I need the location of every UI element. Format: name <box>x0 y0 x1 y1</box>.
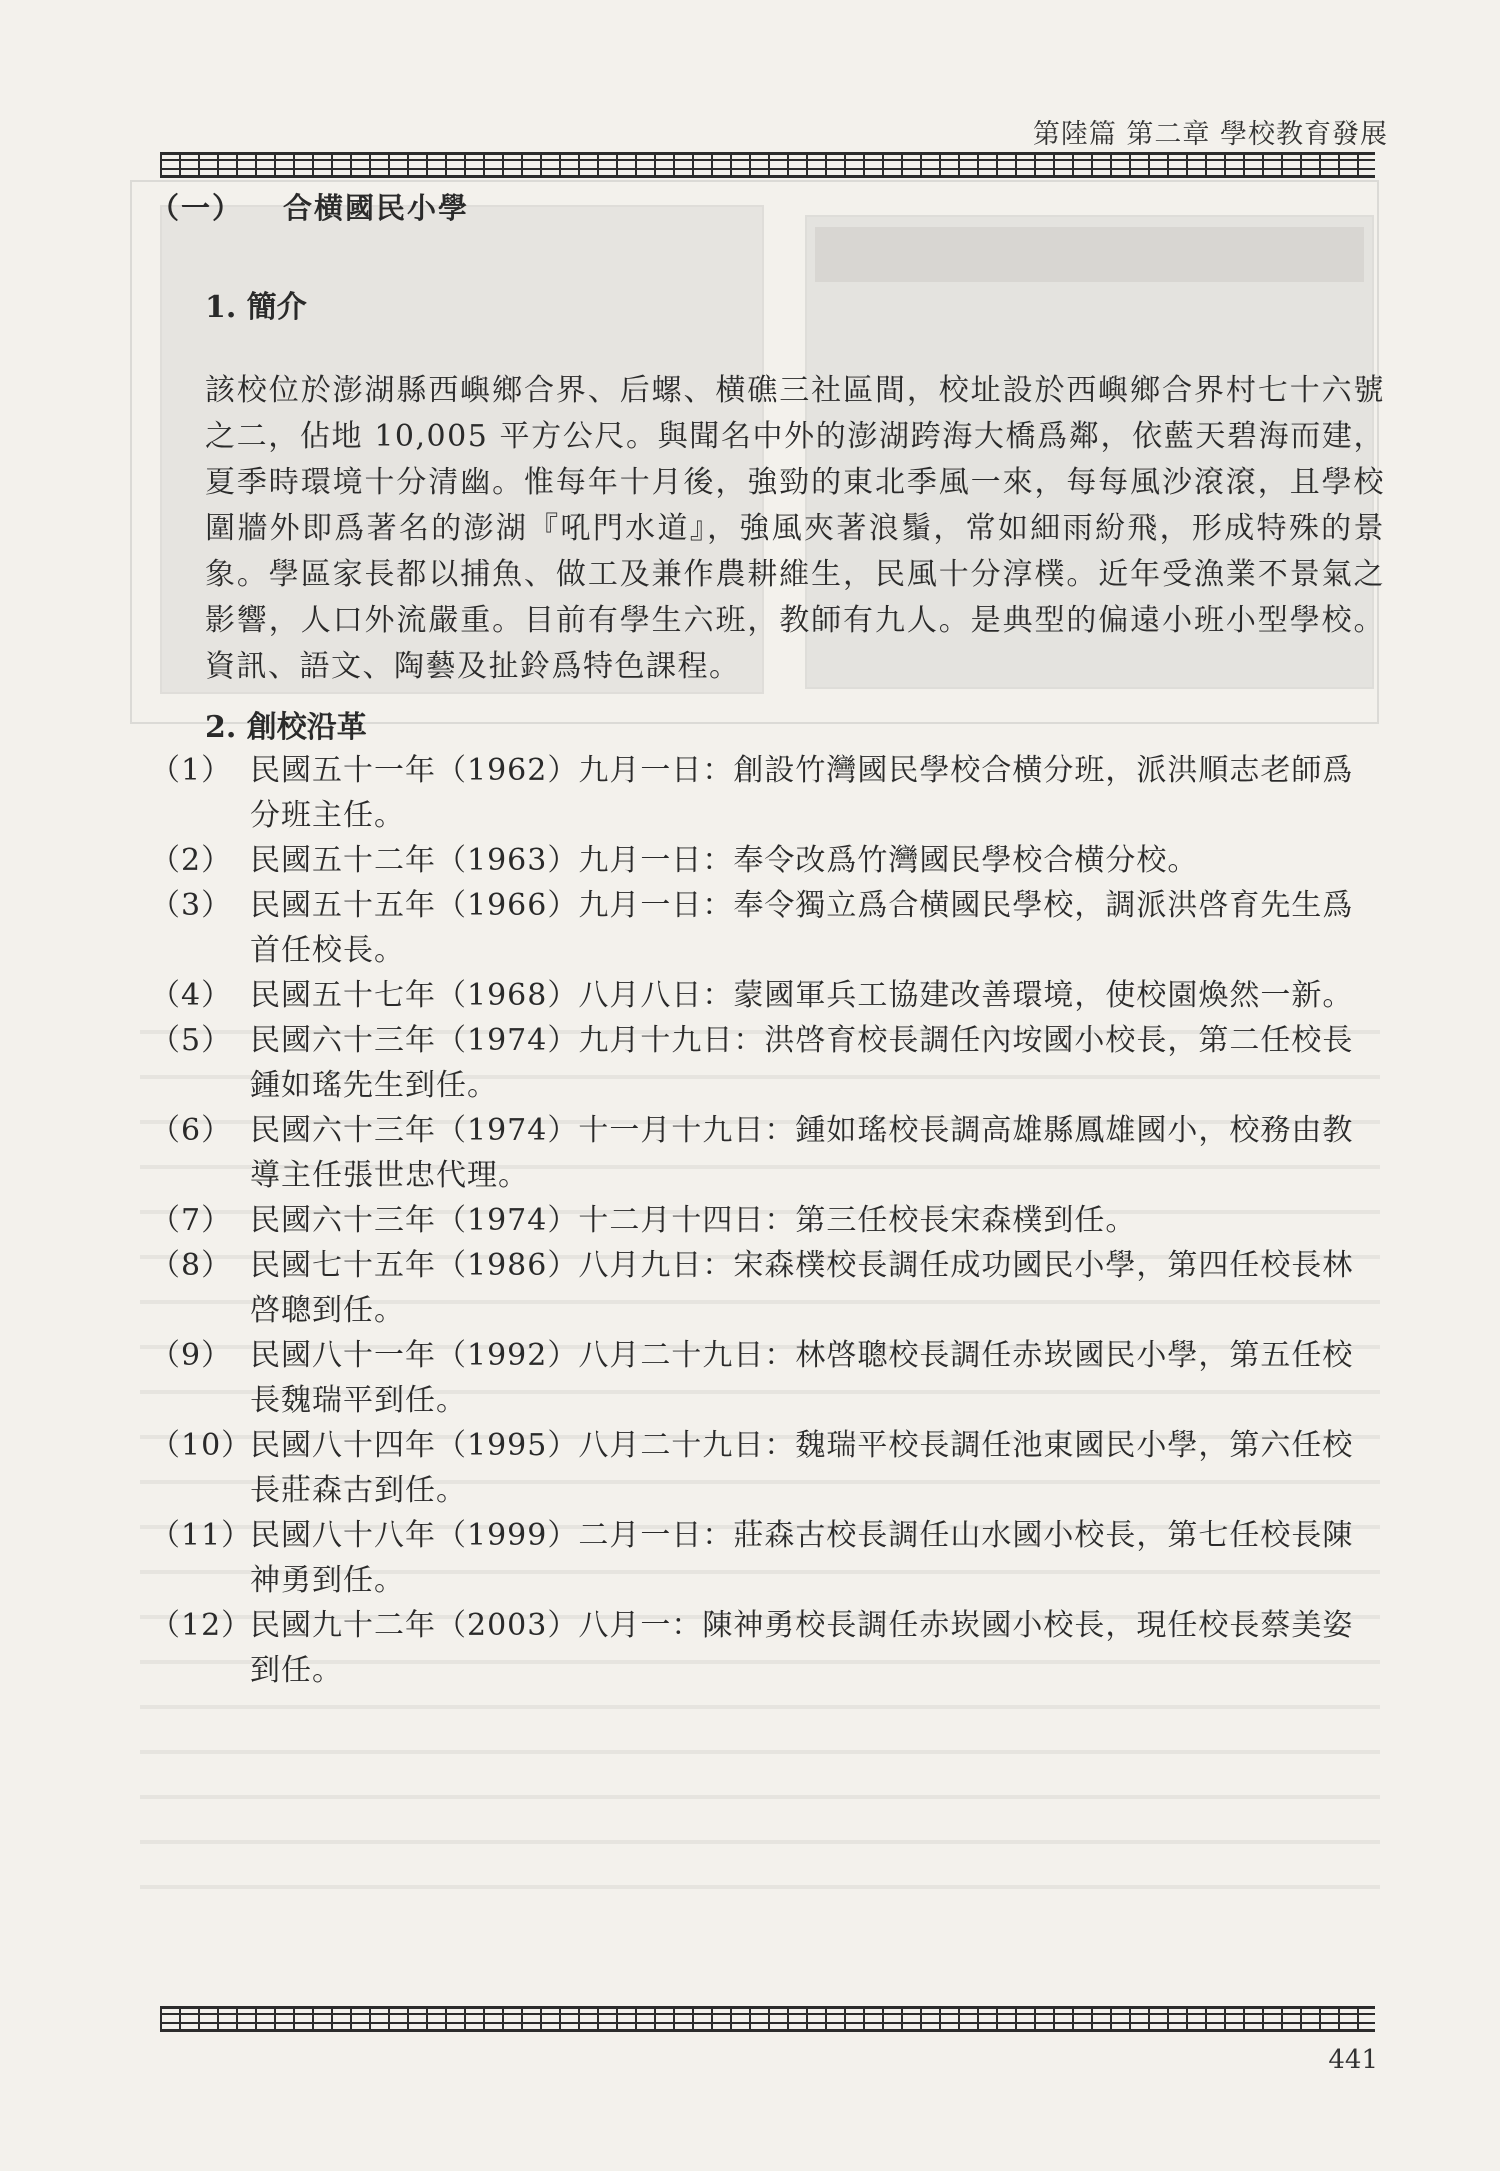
top-decorative-border <box>160 152 1375 178</box>
section-number: （一） <box>150 191 244 225</box>
history-item: （12） 民國九十二年（2003）八月一：陳神勇校長調任赤崁國小校長，現任校長蔡美姿到任。 <box>150 1608 1354 1688</box>
history-item: （11） 民國八十八年（1999）二月一日：莊森古校長調任山水國小校長，第七任校長陳神勇到任。 <box>150 1518 1354 1598</box>
bottom-decorative-border <box>160 2006 1375 2032</box>
history-item: （7） 民國六十三年（1974）十二月十四日：第三任校長宋森樸到任。 <box>150 1203 1137 1238</box>
history-heading: 2. 創校沿革 <box>205 710 367 745</box>
history-item: （5） 民國六十三年（1974）九月十九日：洪啓育校長調任內垵國小校長，第二任校長鍾如瑤先生到任。 <box>150 1023 1354 1103</box>
page-number: 441 <box>1328 2045 1378 2075</box>
history-item: （4） 民國五十七年（1968）八月八日：蒙國軍兵工協建改善環境，使校園煥然一新。 <box>150 978 1354 1013</box>
history-item: （10） 民國八十四年（1995）八月二十九日：魏瑞平校長調任池東國民小學，第六任校長莊森古到任。 <box>150 1428 1354 1508</box>
intro-heading: 1. 簡介 <box>205 290 307 325</box>
running-header: 第陸篇 第二章 學校教育發展 <box>1032 119 1388 150</box>
history-item: （9） 民國八十一年（1992）八月二十九日：林啓聰校長調任赤崁國民小學，第五任校長魏瑞平到任。 <box>150 1338 1354 1418</box>
intro-paragraph: 該校位於澎湖縣西嶼鄉合界、后螺、横礁三社區間，校址設於西嶼鄉合界村七十六號之二，佔地 10,005 平方公尺。與聞名中外的澎湖跨海大橋爲鄰，依藍天碧海而建，夏季時環境十分清幽。惟每年十月後，強勁的東北季風一來，每每風沙滾滾，且學校圍牆外即爲著名的澎湖『吼門水道』，強風夾著浪鬚，常如細雨紛飛，形成特殊的景象。學區家長都以捕魚、做工及兼作農耕維生，民風十分淳樸。近年受漁業不景氣之影響，人口外流嚴重。目前有學生六班，教師有九人。是典型的偏遠小班小型學校。資訊、語文、陶藝及扯鈴爲特色課程。 <box>205 373 1385 684</box>
section-title: 合横國民小學 <box>283 191 470 225</box>
history-list <box>150 748 1390 1693</box>
history-item: （1） 民國五十一年（1962）九月一日：創設竹灣國民學校合横分班，派洪順志老師爲分班主任。 <box>150 753 1354 833</box>
history-item: （6） 民國六十三年（1974）十一月十九日：鍾如瑤校長調高雄縣鳳雄國小，校務由教導主任張世忠代理。 <box>150 1113 1354 1193</box>
section-heading <box>150 186 469 227</box>
history-item: （8） 民國七十五年（1986）八月九日：宋森樸校長調任成功國民小學，第四任校長林啓聰到任。 <box>150 1248 1354 1328</box>
history-item: （2） 民國五十二年（1963）九月一日：奉令改爲竹灣國民學校合横分校。 <box>150 843 1199 878</box>
history-item: （3） 民國五十五年（1966）九月一日：奉令獨立爲合横國民學校，調派洪啓育先生爲首任校長。 <box>150 888 1354 968</box>
